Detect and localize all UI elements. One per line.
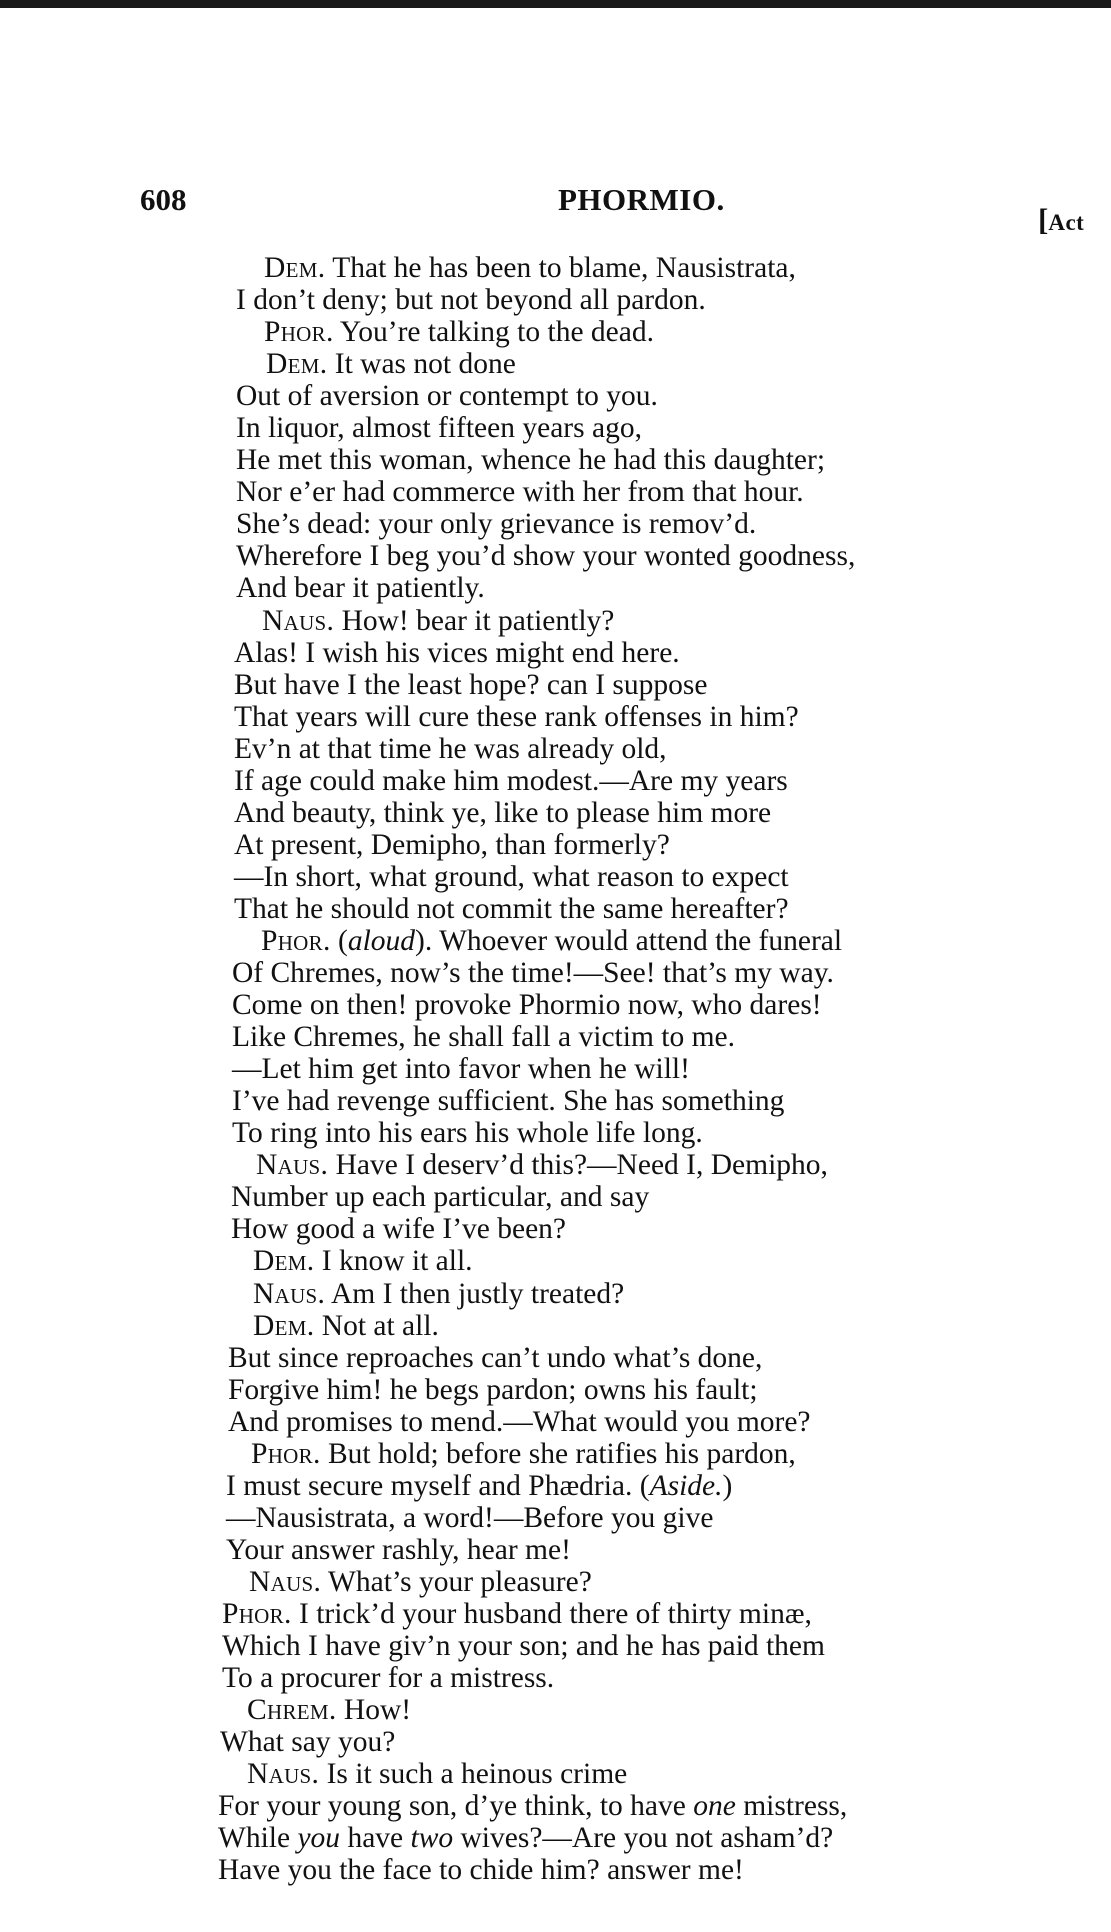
act-bracket: [ xyxy=(1038,202,1049,237)
verse-text-run: Have I deserv’d this?—Need I, Demipho, xyxy=(328,1149,828,1182)
verse-line xyxy=(216,380,1076,412)
verse-text-run: Forgive him! he begs pardon; owns his fault; xyxy=(228,1373,758,1406)
verse-line xyxy=(216,540,1076,572)
verse-text-run: —In short, what ground, what reason to expect xyxy=(234,860,789,893)
verse-text-run: Not at all. xyxy=(314,1309,439,1342)
verse-text-run: Have you the face to chide him? answer me! xyxy=(218,1854,744,1887)
verse-line xyxy=(216,1181,1076,1213)
verse-line xyxy=(216,1406,1076,1438)
running-title: PHORMIO. xyxy=(558,182,725,217)
verse-line xyxy=(216,1149,1076,1181)
verse-line xyxy=(216,1726,1076,1758)
verse-line xyxy=(216,284,1076,316)
verse-text-run: In liquor, almost fifteen years ago, xyxy=(236,412,642,445)
verse-text-run: While xyxy=(218,1822,298,1855)
verse-text-run: I’ve had revenge sufficient. She has something xyxy=(232,1085,785,1118)
verse-text-run: What’s your pleasure? xyxy=(321,1565,592,1598)
verse-line xyxy=(216,637,1076,669)
verse-line xyxy=(216,1566,1076,1598)
verse-text-run: Nor e’er had commerce with her from that hour. xyxy=(236,476,804,509)
verse-text-run: If age could make him modest.—Are my years xyxy=(234,764,788,797)
verse-text-run: Like Chremes, he shall fall a victim to me. xyxy=(232,1021,735,1054)
verse-line xyxy=(216,797,1076,829)
verse-text-run: Number up each particular, and say xyxy=(231,1181,650,1214)
verse-line xyxy=(216,1758,1076,1790)
verse-line xyxy=(216,925,1076,957)
verse-text-run: It was not done xyxy=(327,348,516,381)
emphasis: one xyxy=(693,1790,736,1823)
verse-line xyxy=(216,1310,1076,1342)
verse-line xyxy=(216,1245,1076,1277)
verse-text-run: I must secure myself and Phædria. xyxy=(226,1469,633,1502)
verse-line xyxy=(216,1502,1076,1534)
verse-text-run: I don’t deny; but not beyond all pardon. xyxy=(236,284,706,317)
verse-line xyxy=(216,1021,1076,1053)
speaker-name: Dem. xyxy=(253,1245,315,1278)
verse-text-run: And beauty, think ye, like to please him more xyxy=(234,796,772,829)
verse-line xyxy=(216,1342,1076,1374)
verse-text-run: At present, Demipho, than formerly? xyxy=(234,828,670,861)
verse-text-run: And promises to mend.—What would you more? xyxy=(228,1405,811,1438)
verse-line xyxy=(216,829,1076,861)
verse-text-run: Am I then justly treated? xyxy=(325,1277,625,1310)
verse-line xyxy=(216,1534,1076,1566)
verse-line xyxy=(216,1694,1076,1726)
verse-text-run: wives?—Are you not asham’d? xyxy=(453,1822,834,1855)
verse-text-run: How good a wife I’ve been? xyxy=(231,1213,567,1246)
verse-line xyxy=(216,1438,1076,1470)
verse-line xyxy=(216,765,1076,797)
speaker-name: Phor. xyxy=(264,316,334,349)
verse-text-run: Of Chremes, now’s the time!—See! that’s my way. xyxy=(232,957,834,990)
verse-line xyxy=(216,1662,1076,1694)
verse-line xyxy=(216,669,1076,701)
verse-line xyxy=(216,252,1076,284)
verse-line xyxy=(216,348,1076,380)
verse-text-run: She’s dead: your only grievance is remov’d. xyxy=(236,508,757,541)
speaker-name: Naus. xyxy=(249,1565,322,1598)
verse-line xyxy=(216,1374,1076,1406)
verse-text-run: mistress, xyxy=(735,1790,848,1823)
verse-line xyxy=(216,1790,1076,1822)
verse-line xyxy=(216,476,1076,508)
verse-text-run: To ring into his ears his whole life long. xyxy=(232,1117,703,1150)
verse-text-run: That years will cure these rank offenses in him? xyxy=(234,700,799,733)
verse-text-run: have xyxy=(340,1822,411,1855)
verse-text-run: What say you? xyxy=(220,1726,396,1759)
verse-line xyxy=(216,733,1076,765)
verse-text-run: —Nausistrata, a word!—Before you give xyxy=(226,1501,714,1534)
page-header xyxy=(0,182,1111,237)
verse-text-run: For your young son, d’ye think, to have xyxy=(218,1790,694,1823)
verse-text-run: I know it all. xyxy=(314,1245,473,1278)
verse-line xyxy=(216,316,1076,348)
verse-text xyxy=(216,252,1076,1886)
verse-text-run: And bear it patiently. xyxy=(236,572,485,605)
stage-direction-open: ( xyxy=(330,924,348,957)
verse-text-run: Alas! I wish his vices might end here. xyxy=(234,636,680,669)
verse-text-run: —Let him get into favor when he will! xyxy=(232,1053,690,1086)
speaker-name: Naus. xyxy=(253,1277,326,1310)
verse-line xyxy=(216,1085,1076,1117)
speaker-name: Phor. xyxy=(251,1437,321,1470)
verse-line xyxy=(216,1630,1076,1662)
speaker-name: Naus. xyxy=(247,1758,320,1791)
verse-line xyxy=(216,572,1076,604)
verse-text-run: How! xyxy=(336,1694,412,1727)
verse-line xyxy=(216,1470,1076,1502)
verse-text-run: He met this woman, whence he had this daughter; xyxy=(236,444,826,477)
page-top-edge xyxy=(0,0,1111,8)
verse-line xyxy=(216,957,1076,989)
verse-text-run: Come on then! provoke Phormio now, who dares! xyxy=(232,989,822,1022)
act-label xyxy=(1038,202,1084,238)
verse-text-run: But have I the least hope? can I suppose xyxy=(234,668,708,701)
verse-text-run: Is it such a heinous crime xyxy=(319,1758,628,1791)
speaker-name: Naus. xyxy=(262,604,335,637)
speaker-name: Phor. xyxy=(222,1597,292,1630)
verse-text-run: Out of aversion or contempt to you. xyxy=(236,380,658,413)
speaker-name: Dem. xyxy=(253,1309,315,1342)
verse-line xyxy=(216,1117,1076,1149)
page-number: 608 xyxy=(140,182,187,217)
speaker-name: Dem. xyxy=(266,348,328,381)
verse-line xyxy=(216,1822,1076,1854)
stage-direction: Aside. xyxy=(649,1469,723,1502)
speaker-name: Phor. xyxy=(261,924,331,957)
stage-direction: aloud xyxy=(347,924,416,957)
verse-text-run: How! bear it patiently? xyxy=(334,604,615,637)
verse-line xyxy=(216,1213,1076,1245)
speaker-name: Chrem. xyxy=(247,1694,337,1727)
speaker-name: Naus. xyxy=(256,1149,329,1182)
verse-text-run: That he should not commit the same hereafter? xyxy=(234,892,789,925)
speaker-name: Dem. xyxy=(264,252,326,284)
stage-direction-close: ) xyxy=(722,1469,733,1502)
verse-text-run: To a procurer for a mistress. xyxy=(222,1662,555,1695)
verse-line xyxy=(216,605,1076,637)
verse-text-run: That he has been to blame, Nausistrata, xyxy=(325,252,796,284)
verse-text-run: But since reproaches can’t undo what’s done, xyxy=(228,1341,763,1374)
verse-line xyxy=(216,508,1076,540)
act-word: Act xyxy=(1048,210,1085,235)
emphasis: two xyxy=(410,1822,454,1855)
verse-line xyxy=(216,412,1076,444)
verse-line xyxy=(216,1053,1076,1085)
verse-text-run: You’re talking to the dead. xyxy=(333,316,654,349)
verse-text-run: Wherefore I beg you’d show your wonted goodness, xyxy=(236,540,856,573)
verse-line xyxy=(216,701,1076,733)
verse-text-run: Which I have giv’n your son; and he has paid them xyxy=(222,1630,825,1663)
verse-line xyxy=(216,893,1076,925)
verse-line xyxy=(216,1854,1076,1886)
verse-text-run: I trick’d your husband there of thirty minæ, xyxy=(291,1597,812,1630)
verse-text-run: But hold; before she ratifies his pardon, xyxy=(320,1437,796,1470)
verse-line xyxy=(216,444,1076,476)
verse-text-run: Your answer rashly, hear me! xyxy=(226,1533,571,1566)
stage-direction-open: ( xyxy=(632,1469,650,1502)
verse-text-run: Ev’n at that time he was already old, xyxy=(234,732,667,765)
verse-line xyxy=(216,989,1076,1021)
verse-line xyxy=(216,1278,1076,1310)
emphasis: you xyxy=(297,1822,341,1855)
verse-text-run: ). Whoever would attend the funeral xyxy=(415,924,843,957)
verse-line xyxy=(216,1598,1076,1630)
verse-line xyxy=(216,861,1076,893)
